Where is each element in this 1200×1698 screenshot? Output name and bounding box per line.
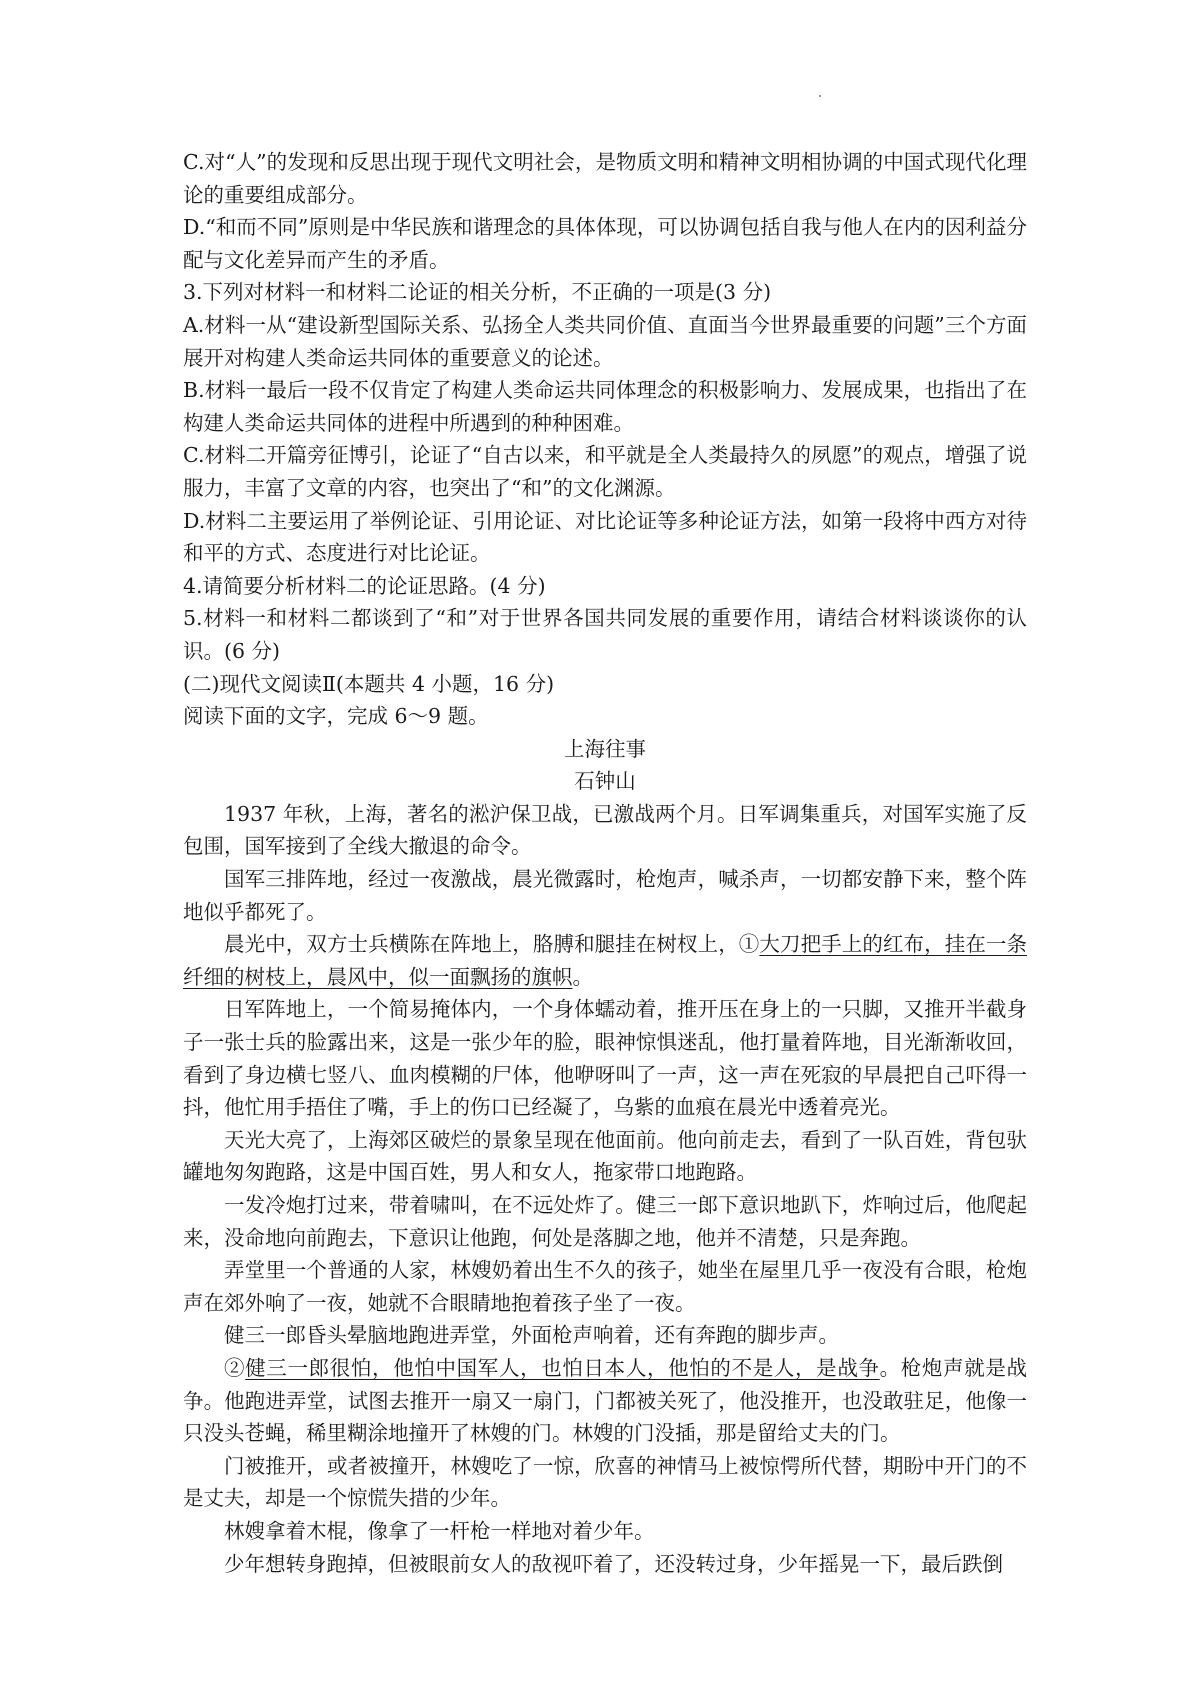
story-paragraph-6: 一发冷炮打过来，带着啸叫，在不远处炸了。健三一郎下意识地趴下，炸响过后，他爬起来，没命地向前跑去，下意识让他跑，何处是落脚之地，他并不清楚，只是奔跑。 bbox=[183, 1193, 1027, 1250]
story-paragraph-2: 国军三排阵地，经过一夜激战，晨光微露时，枪炮声，喊杀声，一切都安静下来，整个阵地似乎都死了。 bbox=[183, 867, 1027, 924]
q3-option-b: B.材料一最后一段不仅肯定了构建人类命运共同体理念的积极影响力、发展成果，也指出了在构建人类命运共同体的进程中所遇到的种种困难。 bbox=[183, 378, 1027, 435]
story-title: 上海往事 bbox=[564, 736, 646, 761]
underlined-sentence-2: 健三一郎很怕，他怕中国军人，也怕日本人，他怕的不是人，是战争 bbox=[245, 1355, 880, 1380]
scan-speck bbox=[819, 95, 821, 97]
q5-question: 5.材料一和材料二都谈到了“和”对于世界各国共同发展的重要作用，请结合材料谈谈你的认识。(6 分) bbox=[183, 606, 1027, 663]
paragraph-3-tail: 。 bbox=[572, 964, 593, 989]
q3-stem: 3.下列对材料一和材料二论证的相关分析，不正确的一项是(3 分) bbox=[183, 280, 772, 305]
page-content bbox=[183, 146, 1027, 1580]
q3-option-c: C.材料二开篇旁征博引，论证了“自古以来，和平就是全人类最持久的夙愿”的观点，增强了说服力，丰富了文章的内容，也突出了“和”的文化渊源。 bbox=[183, 443, 1027, 500]
q4-question: 4.请简要分析材料二的论证思路。(4 分) bbox=[183, 573, 546, 598]
q2-option-c: C.对“人”的发现和反思出现于现代文明社会，是物质文明和精神文明相协调的中国式现代化理论的重要组成部分。 bbox=[183, 150, 1027, 207]
story-paragraph-11: 林嫂拿着木棍，像拿了一杆枪一样地对着少年。 bbox=[224, 1518, 655, 1543]
story-author: 石钟山 bbox=[574, 769, 636, 794]
story-paragraph-1: 1937 年秋，上海，著名的淞沪保卫战，已激战两个月。日军调集重兵，对国军实施了反包围，国军接到了全线大撤退的命令。 bbox=[183, 801, 1027, 859]
q3-option-a: A.材料一从“建设新型国际关系、弘扬全人类共同价值、直面当今世界最重要的问题”三个方面展开对构建人类命运共同体的重要意义的论述。 bbox=[183, 312, 1027, 370]
story-paragraph-4: 日军阵地上，一个简易掩体内，一个身体蠕动着，推开压在身上的一只脚，又推开半截身子一张士兵的脸露出来，这是一张少年的脸，眼神惊惧迷乱，他打量着阵地，目光渐渐收回，看到了身边横七竖八、血肉模糊的尸体，他咿呀叫了一声，这一声在死寂的早晨把自己吓得一抖，他忙用手捂住了嘴，手上的伤口已经凝了，乌紫的血痕在晨光中透着亮光。 bbox=[183, 997, 1027, 1120]
section-heading: (二)现代文阅读Ⅱ(本题共 4 小题，16 分) bbox=[183, 671, 555, 696]
q2-option-d: D.“和而不同”原则是中华民族和谐理念的具体体现，可以协调包括自我与他人在内的因利益分配与文化差异而产生的矛盾。 bbox=[183, 215, 1027, 272]
story-paragraph-9 bbox=[183, 1352, 1027, 1450]
underlined-sentence-1: 大刀把手上的红布，挂在一条纤细的树枝上，晨风中，似一面飘扬的旗帜 bbox=[183, 932, 1028, 989]
paragraph-9-lead: ② bbox=[224, 1355, 246, 1380]
paragraph-3-lead: 晨光中，双方士兵横陈在阵地上，胳膊和腿挂在树杈上，① bbox=[224, 932, 760, 957]
q3-option-d: D.材料二主要运用了举例论证、引用论证、对比论证等多种论证方法，如第一段将中西方对待和平的方式、态度进行对比论证。 bbox=[183, 508, 1027, 566]
story-paragraph-10: 门被推开，或者被撞开，林嫂吃了一惊，欣喜的神情马上被惊愕所代替，期盼中开门的不是丈夫，却是一个惊慌失措的少年。 bbox=[183, 1453, 1027, 1511]
section-instruction: 阅读下面的文字，完成 6～9 题。 bbox=[183, 704, 489, 729]
story-paragraph-12: 少年想转身跑掉，但被眼前女人的敌视吓着了，还没转过身，少年摇晃一下，最后跌倒 bbox=[224, 1551, 1003, 1576]
story-paragraph-8: 健三一郎昏头晕脑地跑进弄堂，外面枪声响着，还有奔跑的脚步声。 bbox=[224, 1323, 839, 1348]
paragraph-9-tail: 。枪炮声就是战争。他跑进弄堂，试图去推开一扇又一扇门，门都被关死了，他没推开，也没敢驻足，他像一只没头苍蝇，稀里糊涂地撞开了林嫂的门。林嫂的门没插，那是留给丈夫的门。 bbox=[183, 1355, 1028, 1446]
story-paragraph-3 bbox=[183, 928, 1027, 993]
story-paragraph-7: 弄堂里一个普通的人家，林嫂奶着出生不久的孩子，她坐在屋里几乎一夜没有合眼，枪炮声在郊外响了一夜，她就不合眼睛地抱着孩子坐了一夜。 bbox=[183, 1258, 1027, 1315]
story-paragraph-5: 天光大亮了，上海郊区破烂的景象呈现在他面前。他向前走去，看到了一队百姓，背包驮罐地匆匆跑路，这是中国百姓，男人和女人，拖家带口地跑路。 bbox=[183, 1127, 1027, 1185]
